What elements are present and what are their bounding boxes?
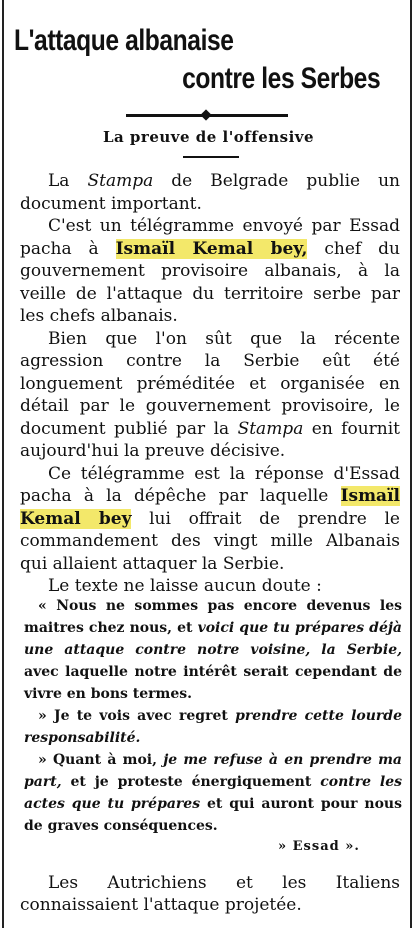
paragraph-3: Bien que l'on sût que la récente agression contre la Serbie eût été longuement préméditée et organisée en détail par le gouvernement provisoire, le document publié par la Stampa en fournit aujourd'hui la preuve décisive.	[20, 328, 401, 461]
subheading: La preuve de l'offensive	[102, 128, 315, 146]
quote-paragraph-2: » Je te vois avec regret prendre cette lourde responsabilité.	[24, 708, 402, 746]
headline-line-1: L'attaque albanaise	[14, 24, 234, 57]
headline-line-2: contre les Serbes	[182, 62, 381, 95]
article-body	[20, 170, 400, 598]
paragraph-4: Ce télégramme est la réponse d'Essad pacha à la dépêche par laquelle Ismaïl Kemal bey lui offrait de prendre le commandement des vingt mille Albanais qui allaient attaquer la Serbie.	[20, 463, 400, 574]
highlighted-name: Ismaïl Kemal bey	[20, 486, 400, 529]
quote-paragraph-3: » Quant à moi, je me refuse à en prendre ma part, et je proteste énergiquement contre les actes que tu prépares et qui auront pour nous de graves conséquences.	[24, 752, 402, 834]
quote-signature: » Essad ».	[278, 839, 360, 854]
paragraph-5: Le texte ne laisse aucun doute :	[48, 576, 322, 596]
headline	[14, 22, 381, 98]
publication-name: Stampa	[87, 171, 154, 191]
closing-paragraph: Les Autrichiens et les Italiens connaissaient l'attaque projetée.	[20, 873, 400, 915]
telegram-quote	[24, 595, 402, 837]
paragraph-2: C'est un télégramme envoyé par Essad pacha à Ismaïl Kemal bey, chef du gouvernement provisoire albanais, à la veille de l'attaque du territoire serbe par les chefs albanais.	[20, 216, 400, 326]
subheading-divider	[183, 156, 239, 158]
highlighted-name: Ismaïl Kemal bey,	[115, 238, 308, 259]
paragraph-1: La Stampa de Belgrade publie un document important.	[20, 171, 401, 214]
quote-paragraph-1: « Nous ne sommes pas encore devenus les maitres chez nous, et voici que tu prépares déjà une attaque contre notre voisine, la Serbie, avec laquelle notre intérêt serait cependant de vivre en bons termes.	[24, 598, 402, 702]
publication-name: Stampa	[237, 418, 304, 439]
divider-diamond-ornament	[200, 109, 211, 120]
